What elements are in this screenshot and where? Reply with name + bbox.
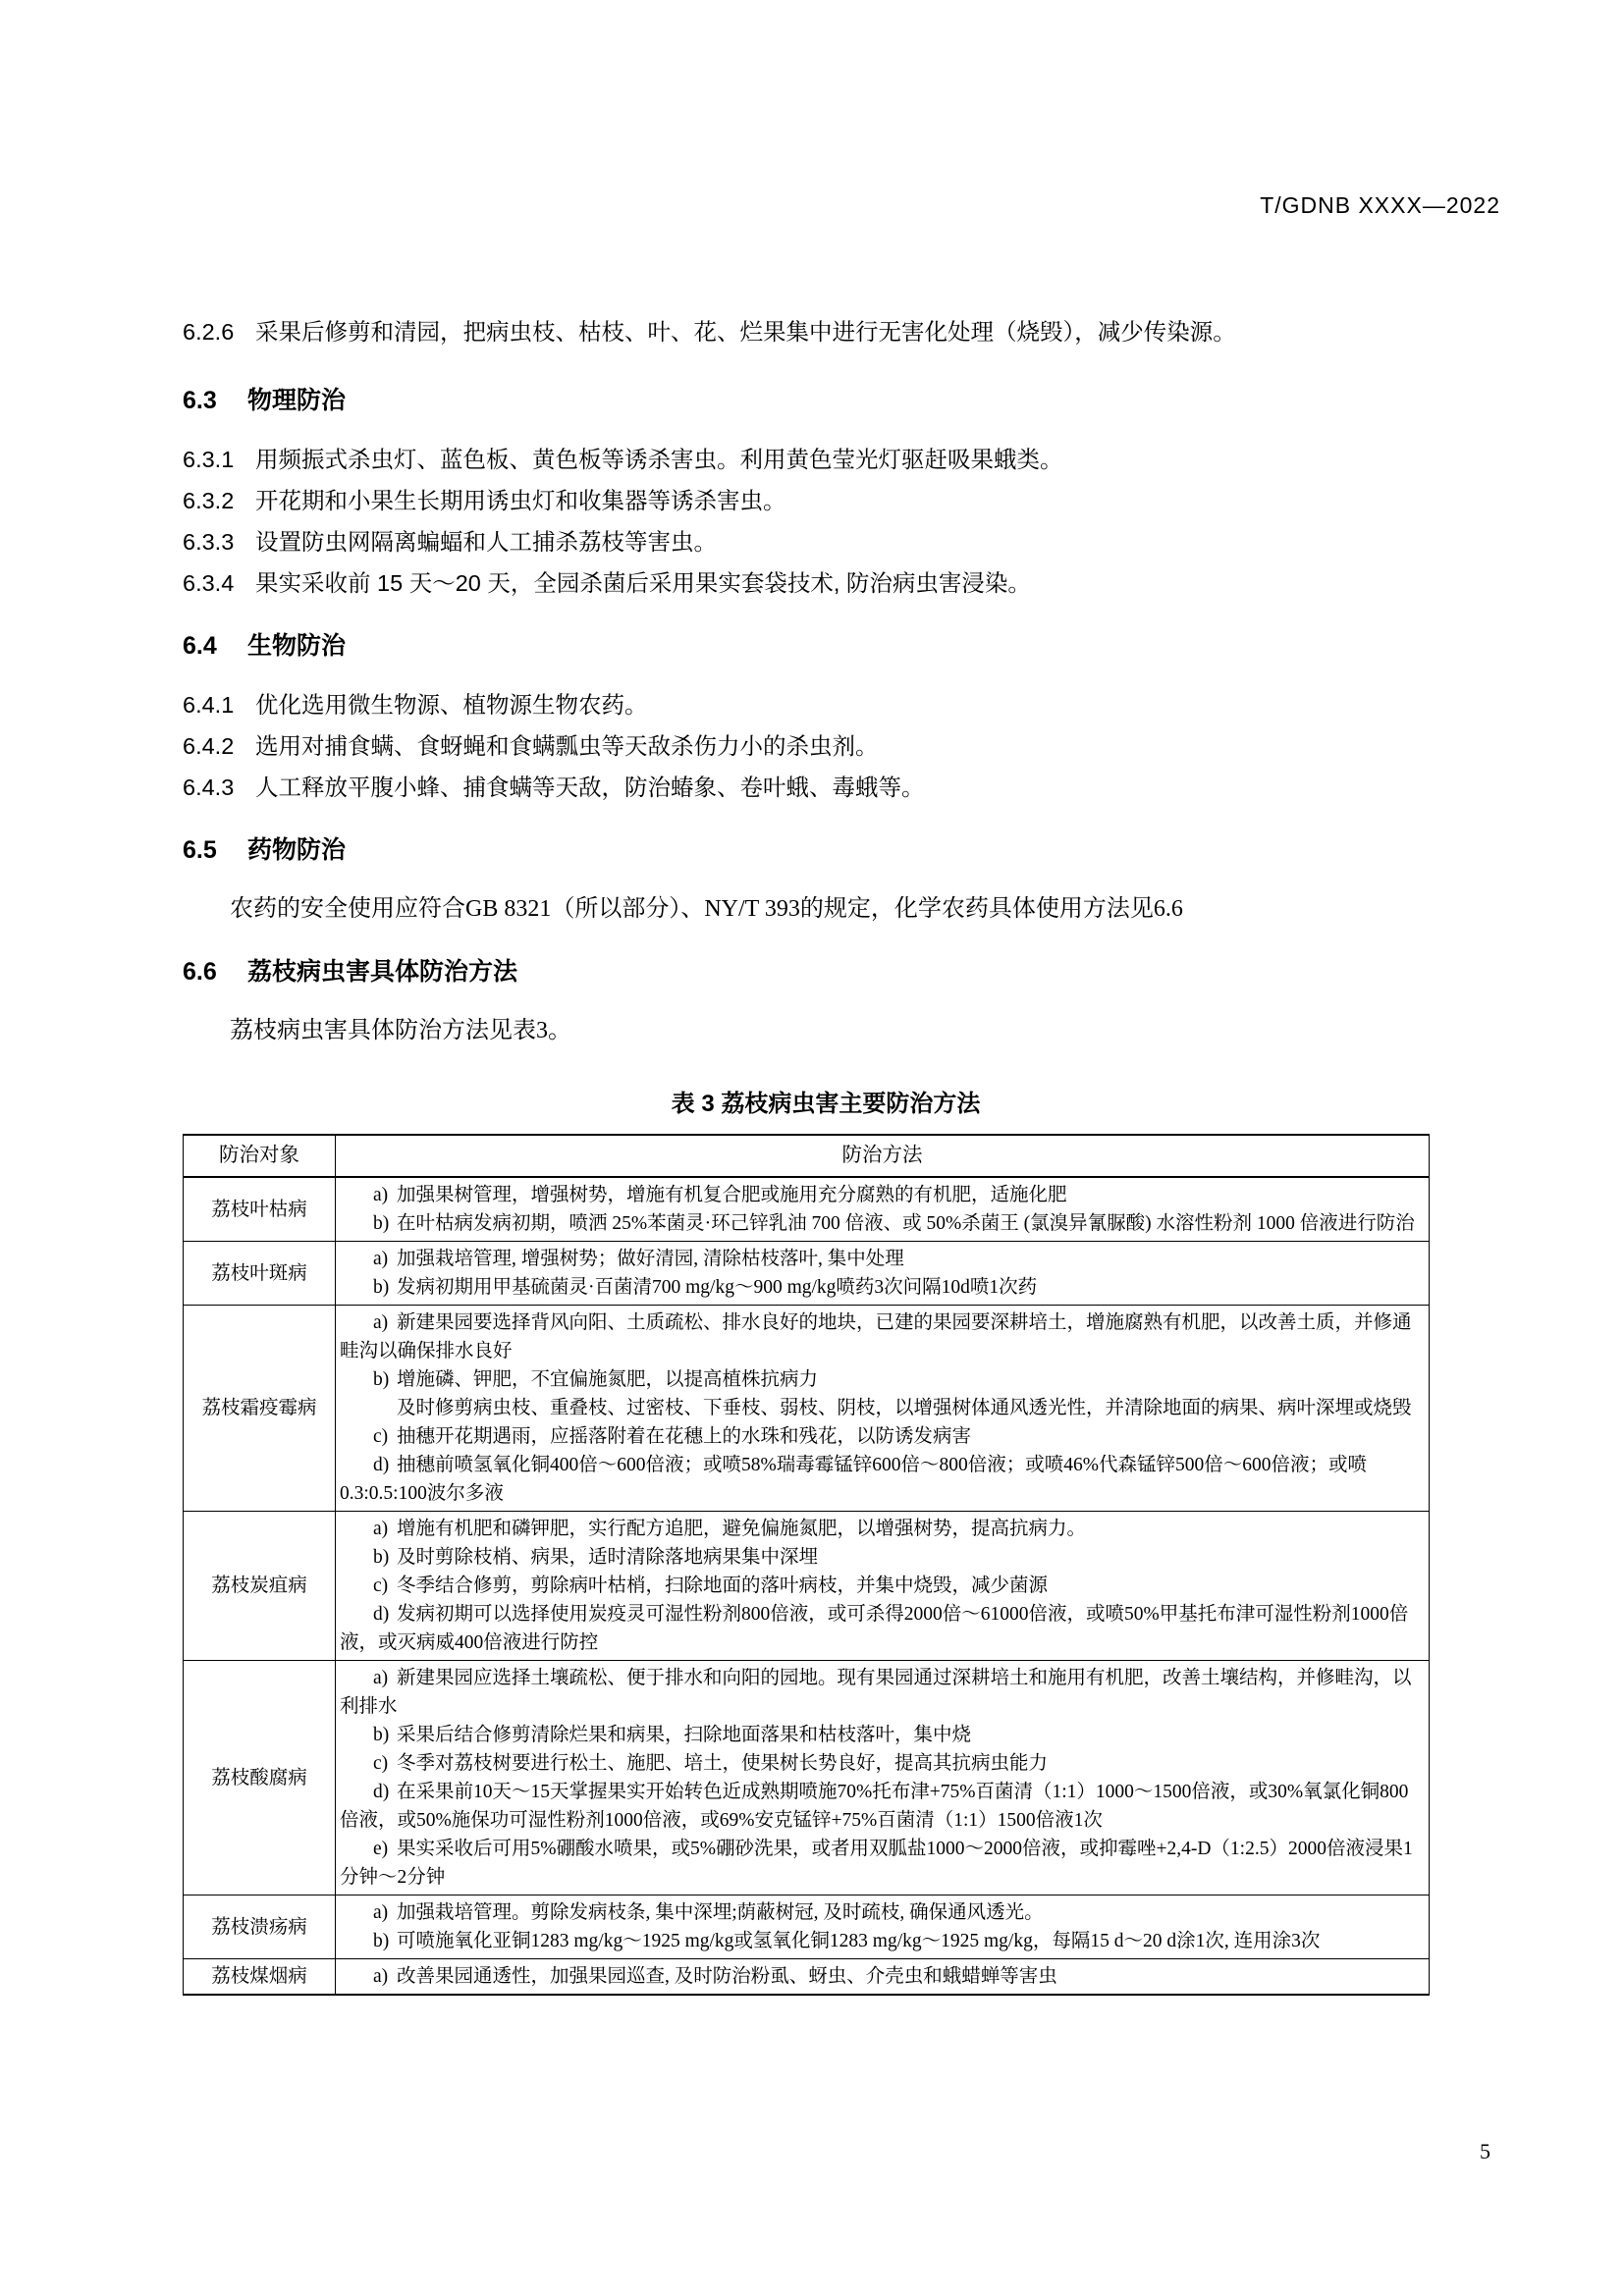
method-item-text: 冬季结合修剪，剪除病叶枯梢，扫除地面的落叶病枝，并集中烧毁，减少菌源 [397,1575,1049,1596]
heading-6-5 [183,830,1469,870]
method-item [340,1209,1425,1238]
method-item-label: b) [373,1931,390,1951]
cell-control-methods [336,1306,1430,1512]
cell-control-object: 荔枝霜疫霉病 [184,1306,336,1512]
clause-text: 选用对捕食螨、食蚜蝇和食螨瓢虫等天敌杀伤力小的杀虫剂。 [255,733,879,759]
method-item-text: 在叶枯病发病初期，喷洒 25%苯菌灵·环己锌乳油 700 倍液、或 50%杀菌王 (氯溴异氰脲酸) 水溶性粉剂 1000 倍液进行防治 [397,1213,1415,1234]
clause-number: 6.4.2 [183,733,235,759]
method-item-label: a) [373,1902,389,1923]
method-item [340,1451,1425,1508]
heading-title: 物理防治 [247,387,347,414]
heading-number: 6.3 [183,387,217,414]
method-item-text: 及时修剪病虫枝、重叠枝、过密枝、下垂枝、弱枝、阴枝，以增强树体通风透光性，并清除地面的病果、病叶深埋或烧毁 [397,1398,1412,1418]
method-item-text: 发病初期可以选择使用炭疫灵可湿性粉剂800倍液，或可杀得2000倍～61000倍液，或喷50%甲基托布津可湿性粉剂1000倍液，或灭病威400倍液进行防控 [340,1604,1409,1653]
document-body [183,312,1469,1996]
clause-6-3-3 [183,522,1469,561]
method-item [340,1835,1425,1892]
method-item [340,1422,1425,1451]
clause-6-4-1 [183,685,1469,724]
method-item-label: d) [373,1782,390,1802]
cell-control-methods [336,1512,1430,1661]
table-row [184,1242,1430,1306]
page-header-standard-number: T/GDNB XXXX—2022 [1260,192,1500,218]
method-item-label: e) [373,1839,389,1859]
heading-title: 生物防治 [247,632,347,660]
clause-number: 6.3.2 [183,488,235,513]
clause-6-3-2 [183,481,1469,520]
method-item-label: d) [373,1455,390,1475]
clause-text: 设置防虫网隔离蝙蝠和人工捕杀荔枝等害虫。 [255,529,717,555]
method-item-text: 发病初期用甲基硫菌灵·百菌清700 mg/kg～900 mg/kg喷药3次问隔10d喷1次药 [397,1277,1038,1298]
method-item [340,1778,1425,1835]
method-item [340,1749,1425,1778]
paragraph-6-5: 农药的安全使用应符合GB 8321（所以部分）、NY/T 393的规定，化学农药具体使用方法见6.6 [230,896,1183,922]
table-3-pest-control-methods [183,1134,1430,1996]
cell-control-object: 荔枝煤烟病 [184,1959,336,1996]
table-row [184,1512,1430,1661]
clause-number: 6.4.1 [183,692,235,718]
method-item-text: 增施有机肥和磷钾肥，实行配方追肥，避免偏施氮肥，以增强树势，提高抗病力。 [397,1519,1087,1539]
table-body [184,1177,1430,1995]
method-item-label: c) [373,1426,389,1447]
method-item-text: 抽穗前喷氢氧化铜400倍～600倍液；或喷58%瑞毒霉锰锌600倍～800倍液；或喷46%代森锰锌500倍～600倍液；或喷0.3:0.5:100波尔多液 [340,1455,1367,1504]
method-item [340,1600,1425,1657]
table-row [184,1896,1430,1959]
method-item [340,1543,1425,1572]
table-3-caption: 表 3 荔枝病虫害主要防治方法 [671,1091,981,1117]
method-item-label: d) [373,1604,390,1625]
cell-control-methods [336,1242,1430,1306]
method-item-text: 增施磷、钾肥，不宜偏施氮肥，以提高植株抗病力 [397,1369,819,1390]
method-item [340,1898,1425,1927]
heading-6-3 [183,381,1469,420]
method-item-text: 新建果园要选择背风向阳、土质疏松、排水良好的地块，已建的果园要深耕培土，增施腐熟有机肥，以改善土质，并修通畦沟以确保排水良好 [340,1312,1412,1362]
table-header-row [184,1135,1430,1177]
table-row [184,1959,1430,1996]
heading-number: 6.4 [183,632,217,660]
cell-control-methods [336,1177,1430,1242]
clause-number: 6.3.4 [183,570,235,596]
method-item [340,1927,1425,1955]
method-item [340,1962,1425,1991]
method-item-label: b) [373,1369,390,1390]
method-item-text: 加强果树管理，增强树势，增施有机复合肥或施用充分腐熟的有机肥，适施化肥 [397,1185,1067,1205]
method-item-text: 抽穗开花期遇雨，应摇落附着在花穗上的水珠和残花，以防诱发病害 [397,1426,972,1447]
clause-text: 用频振式杀虫灯、蓝色板、黄色板等诱杀害虫。利用黄色莹光灯驱赶吸果蛾类。 [255,447,1063,472]
cell-control-object: 荔枝炭疽病 [184,1512,336,1661]
method-item [340,1515,1425,1543]
method-item-text: 及时剪除枝梢、病果，适时清除落地病果集中深埋 [397,1547,819,1568]
clause-number: 6.3.3 [183,529,235,555]
clause-number: 6.2.6 [183,319,235,345]
method-item-label: a) [373,1519,389,1539]
cell-control-object: 荔枝溃疡病 [184,1896,336,1959]
clause-number: 6.3.1 [183,447,235,472]
method-item-label: b) [373,1547,390,1568]
page-number: 5 [1480,2139,1490,2163]
method-item [340,1394,1425,1422]
heading-title: 荔枝病虫害具体防治方法 [247,958,518,986]
method-item-text: 采果后结合修剪清除烂果和病果，扫除地面落果和枯枝落叶，集中烧 [397,1725,972,1745]
method-item-label: a) [373,1668,389,1688]
paragraph-6-6: 荔枝病虫害具体防治方法见表3。 [230,1018,571,1043]
clause-text: 人工释放平腹小蜂、捕食螨等天敌，防治蝽象、卷叶蛾、毒蛾等。 [255,774,925,800]
table-row [184,1306,1430,1512]
heading-number: 6.5 [183,836,217,864]
clause-6-2-6 [183,312,1469,351]
method-item [340,1664,1425,1721]
method-item [340,1721,1425,1749]
clause-text: 开花期和小果生长期用诱虫灯和收集器等诱杀害虫。 [255,488,786,513]
method-item-text: 加强栽培管理。剪除发病枝条, 集中深埋;荫蔽树冠, 及时疏枝, 确保通风透光。 [397,1902,1044,1923]
method-item-text: 冬季对荔枝树要进行松土、施肥、培土，使果树长势良好，提高其抗病虫能力 [397,1753,1049,1774]
clause-6-3-1 [183,440,1469,479]
clause-text: 果实采收前 15 天～20 天，全园杀菌后采用果实套袋技术, 防治病虫害浸染。 [255,570,1031,596]
clause-6-4-3 [183,768,1469,807]
method-item-text: 可喷施氧化亚铜1283 mg/kg～1925 mg/kg或氢氧化铜1283 mg/kg～1925 mg/kg，每隔15 d～20 d涂1次, 连用涂3次 [397,1931,1321,1951]
method-item-label: b) [373,1213,390,1234]
method-item-label: b) [373,1725,390,1745]
heading-title: 药物防治 [247,836,347,864]
cell-control-methods [336,1959,1430,1996]
method-item-label: a) [373,1249,389,1269]
cell-control-methods [336,1896,1430,1959]
table-row [184,1177,1430,1242]
table-row [184,1661,1430,1896]
method-item [340,1365,1425,1394]
method-item-label: a) [373,1185,389,1205]
column-header-object: 防治对象 [184,1135,336,1177]
heading-6-6 [183,952,1469,991]
method-item-text: 果实采收后可用5%硼酸水喷果，或5%硼砂洗果，或者用双胍盐1000～2000倍液，或抑霉唑+2,4-D（1:2.5）2000倍液浸果1分钟～2分钟 [340,1839,1413,1888]
method-item [340,1572,1425,1600]
method-item-text: 改善果园通透性，加强果园巡查, 及时防治粉虱、蚜虫、介壳虫和蛾蜡蝉等害虫 [397,1966,1057,1987]
method-item-label: b) [373,1277,390,1298]
method-item-label: c) [373,1753,389,1774]
clause-6-4-2 [183,726,1469,766]
heading-number: 6.6 [183,958,217,986]
method-item-label: a) [373,1966,389,1987]
method-item-label: a) [373,1312,389,1333]
cell-control-object: 荔枝叶斑病 [184,1242,336,1306]
column-header-method: 防治方法 [336,1135,1430,1177]
method-item-text: 加强栽培管理, 增强树势；做好清园, 清除枯枝落叶, 集中处理 [397,1249,904,1269]
heading-6-4 [183,626,1469,666]
clause-number: 6.4.3 [183,774,235,800]
method-item-label: c) [373,1575,389,1596]
cell-control-methods [336,1661,1430,1896]
table-head [184,1135,1430,1177]
method-item [340,1273,1425,1302]
method-item-text: 新建果园应选择土壤疏松、便于排水和向阳的园地。现有果园通过深耕培土和施用有机肥，改善土壤结构，并修畦沟，以利排水 [340,1668,1412,1717]
method-item [340,1308,1425,1365]
clause-6-3-4 [183,563,1469,603]
method-item-text: 在采果前10天～15天掌握果实开始转色近成熟期喷施70%托布津+75%百菌清（1:1）1000～1500倍液，或30%氧氯化铜800倍液，或50%施保功可湿性粉剂1000倍液，或69%安克锰锌+75%百菌清（1:1）1500倍液1次 [340,1782,1409,1831]
clause-text: 采果后修剪和清园，把病虫枝、枯枝、叶、花、烂果集中进行无害化处理（烧毁），减少传染源。 [255,319,1236,345]
method-item [340,1181,1425,1209]
clause-text: 优化选用微生物源、植物源生物农药。 [255,692,648,718]
cell-control-object: 荔枝叶枯病 [184,1177,336,1242]
method-item [340,1245,1425,1273]
cell-control-object: 荔枝酸腐病 [184,1661,336,1896]
